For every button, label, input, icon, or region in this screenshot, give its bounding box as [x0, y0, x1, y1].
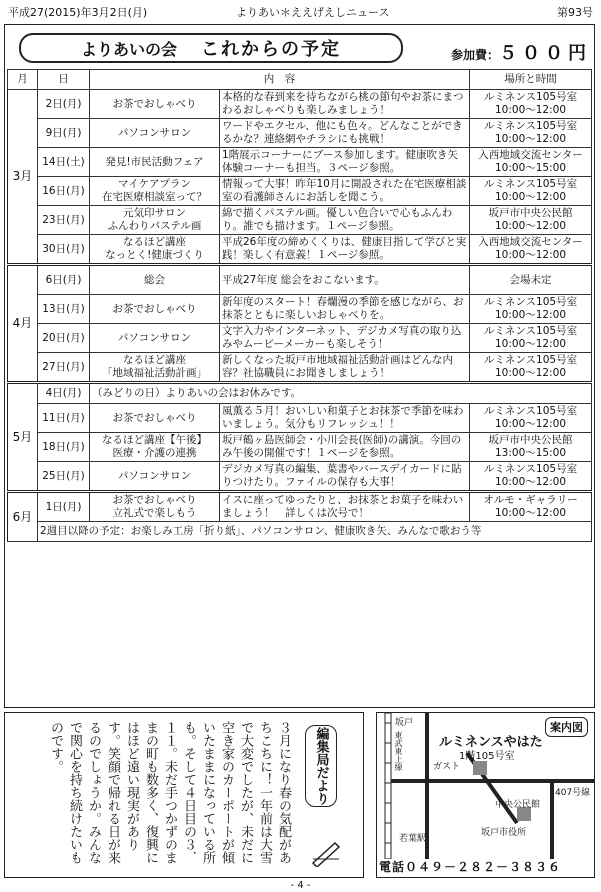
place-cell — [470, 177, 592, 206]
event-title: パソコンサロン — [90, 324, 220, 353]
place-cell — [470, 353, 592, 383]
place-name: ルミネンス105号室 — [483, 178, 578, 190]
time-range: 10:00～12:00 — [494, 191, 567, 203]
map-label-station: 坂戸 — [395, 718, 414, 728]
event-title: パソコンサロン — [90, 462, 220, 492]
place-cell — [470, 206, 592, 235]
place-cell — [470, 433, 592, 462]
content-cell: 新しくなった坂戸市地域福祉活動計画はどんな内容？社協職員にお聞きしましょう！ — [220, 353, 470, 383]
table-row — [8, 383, 592, 404]
event-title: 発見!市民活動フェア — [90, 148, 220, 177]
time-range: 10:00～12:00 — [494, 338, 567, 350]
day-cell: 18日(月) — [38, 433, 90, 462]
map-label-kominkan: 中央公民館 — [495, 800, 541, 810]
fee — [451, 39, 591, 65]
phone-number: 電話０４９－２８２－３８３６ — [379, 860, 562, 874]
table-row — [8, 119, 592, 148]
table-row — [8, 353, 592, 383]
place-cell — [470, 295, 592, 324]
day-cell: 11日(月) — [38, 404, 90, 433]
event-title: 総会 — [90, 265, 220, 295]
place-name: 入西地域交流センター — [478, 149, 583, 161]
place-name: 会場未定 — [509, 273, 552, 286]
place-cell — [470, 462, 592, 492]
map-label-wakaba: 若葉駅 — [399, 834, 427, 844]
table-row — [8, 177, 592, 206]
map-building: ルミネンスやはた — [439, 735, 543, 750]
map-title: 案内図 — [545, 717, 588, 737]
day-cell: 20日(月) — [38, 324, 90, 353]
place-name: 入西地域交流センター — [478, 236, 583, 248]
time-range: 10:00～12:00 — [494, 418, 567, 430]
day-cell: 13日(月) — [38, 295, 90, 324]
day-cell: 27日(月) — [38, 353, 90, 383]
editorial-text: ３月になり春の気配があちこちに！一年前は大雪で大変でしたが、未だに空き家のカーポートが傾いたままになっている所も。そして４日目の３．１１。未だ手つかずのままの町も数多く、復興にはほど遠い現実がありす。笑顔で帰れる日が来るのでしょうか。みんなで関心を持ち続けたいものです。 — [48, 721, 291, 864]
table-row — [8, 265, 592, 295]
map-box — [376, 712, 595, 878]
place-name: ルミネンス105号室 — [483, 354, 578, 366]
time-range: 10:00～12:00 — [494, 220, 567, 232]
month-cell: 5月 — [8, 383, 38, 492]
title-oval — [19, 33, 403, 63]
day-cell: 30日(月) — [38, 235, 90, 265]
place-name: ルミネンス105号室 — [483, 91, 578, 103]
header-day: 日 — [38, 70, 90, 90]
newsletter-name: よりあい＊ええげえしニュース — [236, 6, 390, 19]
time-range: 10:00～12:00 — [494, 309, 567, 321]
content-cell: 新年度のスタート！春爛漫の季節を感じながら、お抹茶とともに楽しいおしゃべりを。 — [220, 295, 470, 324]
place-cell — [470, 324, 592, 353]
content-cell: 文字入力やインターネット、デジカメ写真の取り込みやムービーメーカーも楽しそう！ — [220, 324, 470, 353]
day-cell: 25日(月) — [38, 462, 90, 492]
day-cell: 14日(土) — [38, 148, 90, 177]
org-name: よりあいの会 — [80, 39, 177, 59]
place-cell — [470, 148, 592, 177]
time-range: 10:00～12:00 — [494, 104, 567, 116]
time-range: 10:00～12:00 — [494, 476, 567, 488]
place-cell — [470, 265, 592, 295]
map-label-line: 東武東上線 — [394, 731, 403, 771]
day-cell: 1日(月) — [38, 492, 90, 522]
table-row — [8, 324, 592, 353]
time-range: 10:00～12:00 — [494, 507, 567, 519]
table-row — [8, 206, 592, 235]
place-name: ルミネンス105号室 — [483, 296, 578, 308]
place-name: 坂戸市中央公民館 — [488, 434, 573, 446]
table-row — [8, 404, 592, 433]
time-range: 13:00～15:00 — [494, 447, 567, 459]
content-cell: 坂戸鶴ヶ島医師会・小川会長(医師)の講演。今回のみ午後の開催です！１ページを参照。 — [220, 433, 470, 462]
place-name: ルミネンス105号室 — [483, 463, 578, 475]
content-cell: 平成26年度の締めくくりは、健康目指して学びと実践！楽しく有意義！１ページ参照。 — [220, 235, 470, 265]
header-month: 月 — [8, 70, 38, 90]
day-cell: 9日(月) — [38, 119, 90, 148]
content-cell: 本格的な春到来を待ちながら桃の節句やお茶にまつわるおしゃべりも楽しみましょう！ — [220, 90, 470, 119]
header-place: 場所と時間 — [470, 70, 592, 90]
table-row — [8, 90, 592, 119]
event-title: パソコンサロン — [90, 119, 220, 148]
time-range: 10:00～12:00 — [494, 249, 567, 261]
place-name: オルモ・ギャラリー — [483, 494, 578, 506]
place-cell — [470, 119, 592, 148]
content-cell: 風薫る５月！おいしい和菓子とお抹茶で季節を味わいましょう。気分もリフレッシュ！！ — [220, 404, 470, 433]
event-title: お茶でおしゃべり — [90, 295, 220, 324]
content-cell: 1階展示コーナーにブース参加します。健康吹き矢体験コーナーも担当。３ページ参照。 — [220, 148, 470, 177]
map-label-gasuto: ガスト — [433, 762, 461, 772]
day-cell: 4日(月) — [38, 383, 90, 404]
place-name: ルミネンス105号室 — [483, 325, 578, 337]
month-cell: 3月 — [8, 90, 38, 265]
place-name: ルミネンス105号室 — [483, 120, 578, 132]
map-room: 1階105号室 — [459, 751, 515, 762]
editorial-title: 編集局だより — [305, 725, 337, 807]
map-label-route: 407号線 — [555, 788, 591, 798]
content-cell: （みどりの日）よりあいの会はお休みです。 — [90, 383, 592, 404]
content-cell: 綿で描くパステル画。優しい色合いで心もふんわり。誰でも描けます。１ページ参照。 — [220, 206, 470, 235]
place-cell — [470, 492, 592, 522]
table-row — [8, 492, 592, 522]
table-row — [8, 295, 592, 324]
event-title: なるほど講座【午後】 医療・介護の連携 — [90, 433, 220, 462]
table-header-row — [8, 70, 592, 90]
title-row — [5, 25, 594, 69]
note-row — [8, 522, 592, 542]
time-range: 10:00～15:00 — [494, 162, 567, 174]
day-cell: 16日(月) — [38, 177, 90, 206]
place-cell — [470, 235, 592, 265]
note-cell: 2週目以降の予定：お楽しみ工房「折り紙」、パソコンサロン、健康吹き矢、みんなで歌おう等 — [38, 522, 592, 542]
month-cell: 6月 — [8, 492, 38, 542]
day-cell: 6日(月) — [38, 265, 90, 295]
event-title: お茶でおしゃべり 立礼式で楽しもう — [90, 492, 220, 522]
place-cell — [470, 90, 592, 119]
time-range: 10:00～12:00 — [494, 367, 567, 379]
time-range: 10:00～12:00 — [494, 133, 567, 145]
content-cell: イスに座ってゆったりと、お抹茶とお菓子を味わいましょう！ 詳しくは次号で！ — [220, 492, 470, 522]
fee-label: 参加費： — [451, 48, 500, 62]
table-row — [8, 235, 592, 265]
day-cell: 2日(月) — [38, 90, 90, 119]
pen-icon — [309, 837, 343, 867]
bottom-section — [4, 712, 595, 878]
event-title: お茶でおしゃべり — [90, 90, 220, 119]
headline: これからの予定 — [201, 39, 341, 60]
issue-number: 第93号 — [557, 6, 593, 19]
event-title: お茶でおしゃべり — [90, 404, 220, 433]
editorial-box — [4, 712, 364, 878]
content-cell: 情報って大事！昨年10月に開設された在宅医療相談室の看護師さんにお話しを聞こう。 — [220, 177, 470, 206]
event-title: マイケアプラン 在宅医療相談室って？ — [90, 177, 220, 206]
place-name: 坂戸市中央公民館 — [488, 207, 573, 219]
month-cell: 4月 — [8, 265, 38, 383]
content-cell: ワードやエクセル、他にも色々。どんなことができるかな？連絡網やチラシにも挑戦！ — [220, 119, 470, 148]
content-cell: 平成27年度 総会をおこないます。 — [220, 265, 470, 295]
day-cell: 23日(月) — [38, 206, 90, 235]
place-name: ルミネンス105号室 — [483, 405, 578, 417]
event-title: なるほど講座 「地域福祉活動計画」 — [90, 353, 220, 383]
table-row — [8, 462, 592, 492]
schedule-table — [7, 69, 592, 542]
place-cell — [470, 404, 592, 433]
content-cell: デジカメ写真の編集、葉書やバースデイカードに貼りつけたり。ファイルの保存も大事！ — [220, 462, 470, 492]
issue-date: 平成27(2015)年3月2日(月) — [8, 6, 148, 19]
page-header — [8, 4, 593, 20]
event-title: 元気印サロン ふんわりパステル画 — [90, 206, 220, 235]
page-number: - 4 - — [290, 880, 311, 891]
table-row — [8, 148, 592, 177]
header-content: 内 容 — [90, 70, 470, 90]
event-title: なるほど講座 なっとく!健康づくり — [90, 235, 220, 265]
map-label-cityhall: 坂戸市役所 — [481, 828, 527, 838]
table-row — [8, 433, 592, 462]
schedule-frame — [4, 24, 595, 708]
fee-value: ５００円 — [499, 43, 592, 64]
